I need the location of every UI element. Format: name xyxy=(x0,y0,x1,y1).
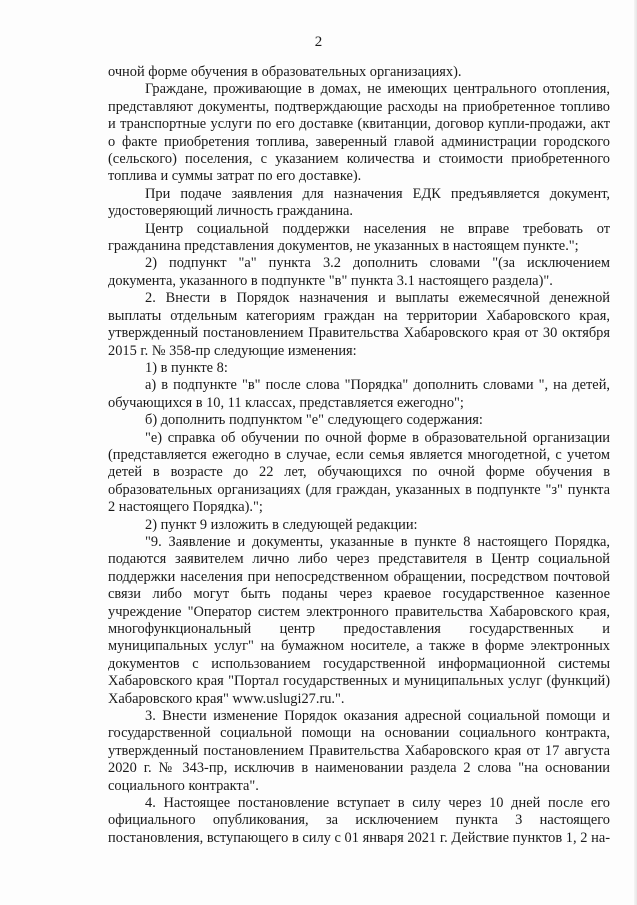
paragraph: "е) справка об обучении по очной форме в образовательной организации (представляется ежегодно в случае, если семья является многодетной, с учетом детей в возрасте до 22 лет, обучающихся по очной форме обучения в образовательных организациях (для граждан, указанных в подпункте "з" пункта 2 настоящего Порядка)."; xyxy=(108,429,610,516)
paragraph-continues-next-page: 4. Настоящее постановление вступает в силу через 10 дней после его официального опубликования, за исключением пункта 3 настоящего постановления, вступающего в силу с 01 января 2021 г. Действие пунктов 1, 2 на- xyxy=(108,795,610,846)
paragraph: "9. Заявление и документы, указанные в пункте 8 настоящего Порядка, подаются заявителем лично либо через представителя в Центр социальной поддержки населения при непосредственном обращении, посредством почтовой связи либо могут быть поданы через краевое государственное казенное учреждение "Оператор систем электронного правительства Хабаровского края, многофункциональный центр предоставления государственных и муниципальных услуг" на бумажном носителе, а также в форме электронных документов с использованием государственной информационной системы Хабаровского края "Портал государственных и муниципальных услуг (функций) Хабаровского края" www.uslugi27.ru.". xyxy=(108,533,610,707)
paragraph-continuation: очной форме обучения в образовательных организациях). xyxy=(108,64,462,80)
paragraph: б) дополнить подпунктом "е" следующего содержания: xyxy=(145,412,483,429)
paragraph: а) в подпункте "в" после слова "Порядка" дополнить словами ", на детей, обучающихся в 10, 11 классах, представляется ежегодно"; xyxy=(108,377,610,411)
paragraph: 2) пункт 9 изложить в следующей редакции: xyxy=(145,516,418,533)
document-body xyxy=(108,64,610,847)
paragraph: 3. Внести изменение Порядок оказания адресной социальной помощи и государственной социальной помощи на основании социального контракта, утвержденный постановлением Правительства Хабаровского края от 17 августа 2020 г. № 343-пр, исключив в наименовании раздела 2 слова "на основании социального контракта". xyxy=(108,708,610,794)
paragraph: Центр социальной поддержки населения не вправе требовать от гражданина представления документов, не указанных в настоящем пункте."; xyxy=(108,220,610,255)
paragraph: При подаче заявления для назначения ЕДК предъявляется документ, удостоверяющий личность гражданина. xyxy=(108,185,610,220)
paragraph: 1) в пункте 8: xyxy=(145,359,228,376)
paragraph: 2. Внести в Порядок назначения и выплаты ежемесячной денежной выплаты отдельным категориям граждан на территории Хабаровского края, утвержденный постановлением Правительства Хабаровского края от 30 октября 2015 г. № 358-пр следующие изменения: xyxy=(108,290,610,359)
paragraph: Граждане, проживающие в домах, не имеющих центрального отопления, представляют документы, подтверждающие расходы на приобретенное топливо и транспортные услуги по его доставке (квитанции, договор купли-продажи, акт о факте приобретения топлива, заверенный главой администрации городского (сельского) поселения, с указанием количества и стоимости приобретенного топлива и суммы затрат по его доставке). xyxy=(108,81,610,185)
paragraph: 2) подпункт "а" пункта 3.2 дополнить словами "(за исключением документа, указанного в подпункте "в" пункта 3.1 настоящего раздела)". xyxy=(108,255,610,289)
page-number: 2 xyxy=(314,34,323,50)
